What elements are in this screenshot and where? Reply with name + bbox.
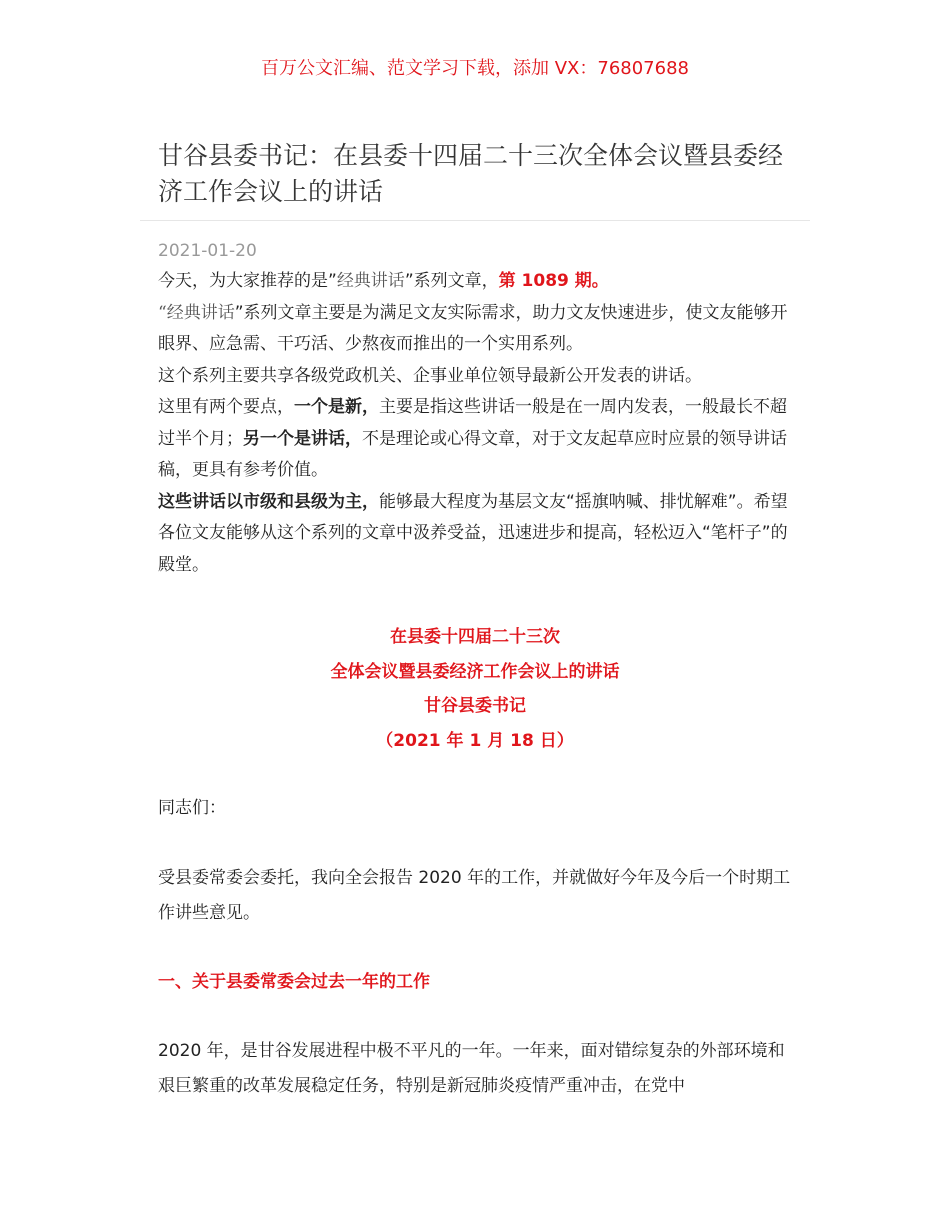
speech-heading [0, 620, 950, 758]
intro-p5-bold: 这些讲话以市级和县级为主， [158, 491, 379, 512]
title-divider [140, 220, 810, 221]
speech-heading-speaker: 甘谷县委书记 [424, 696, 526, 716]
series-name: 经典讲话 [336, 271, 405, 291]
intro-paragraph-4 [158, 392, 798, 487]
intro-p1-text-b: ”系列文章， [404, 271, 499, 291]
intro-p4-bold-2: 另一个是讲话， [243, 428, 362, 449]
intro-p4-bold-1: 一个是新， [294, 397, 379, 417]
salutation: 同志们： [158, 798, 226, 818]
speech-paragraph-1: 受县委常委会委托，我向全会报告 2020 年的工作，并就做好今年及今后一个时期工作讲些意见。 [158, 868, 791, 923]
intro-paragraph-2 [158, 298, 798, 361]
speech-paragraph-2: 2020 年，是甘谷发展进程中极不平凡的一年。一年来，面对错综复杂的外部环境和艰巨繁重的改革发展稳定任务，特别是新冠肺炎疫情严重冲击，在党中 [158, 1041, 785, 1096]
intro-p4-text-a: 这里有两个要点， [158, 397, 294, 417]
intro-p4-text-d: 不是理论或心得文章，对于文友起草应时应景的领导讲话稿，更具有参考价值。 [158, 428, 787, 480]
speech-heading-line-2: 全体会议暨县委经济工作会议上的讲话 [330, 661, 620, 682]
speech-heading-date: （2021 年 1 月 18 日） [376, 730, 574, 751]
promo-banner: 百万公文汇编、范文学习下载，添加 VX：76807688 [261, 58, 689, 79]
section-heading-1: 一、关于县委常委会过去一年的工作 [158, 972, 430, 992]
publish-date: 2021-01-20 [158, 241, 257, 261]
series-intro [158, 266, 798, 581]
intro-p5-text: 能够最大程度为基层文友“摇旗呐喊、排忧解难”。希望各位文友能够从这个系列的文章中汲养受益，迅速进步和提高，轻松迈入“笔杆子”的殿堂。 [158, 491, 788, 575]
intro-paragraph-5 [158, 487, 798, 582]
article-title: 甘谷县委书记：在县委十四届二十三次全体会议暨县委经济工作会议上的讲话 [158, 141, 784, 206]
issue-number: 第 1089 期。 [498, 271, 609, 291]
intro-p2-quote: “ [158, 302, 167, 323]
series-name: 经典讲话 [166, 302, 235, 323]
intro-paragraph-3: 这个系列主要共享各级党政机关、企事业单位领导最新公开发表的讲话。 [158, 365, 702, 386]
intro-p1-text-a: 今天，为大家推荐的是” [158, 271, 337, 291]
intro-p4-text-c: 主要是指这些讲话一般是在一周内发表，一般最长不超过半个月； [158, 397, 787, 449]
speech-heading-line-1: 在县委十四届二十三次 [390, 627, 560, 647]
intro-paragraph-1 [158, 266, 798, 298]
intro-p2-text: ”系列文章主要是为满足文友实际需求，助力文友快速进步，使文友能够开眼界、应急需、干巧活、少熬夜而推出的一个实用系列。 [158, 302, 788, 354]
